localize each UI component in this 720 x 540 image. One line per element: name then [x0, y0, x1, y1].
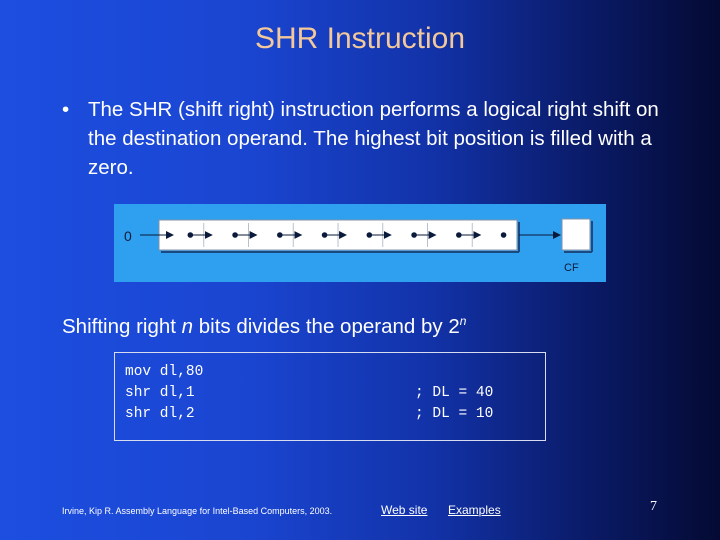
carry-flag-label: CF: [564, 262, 579, 274]
shift-diagram-svg: [114, 204, 606, 282]
code-example-box: [114, 352, 546, 441]
shift-right-diagram: [114, 204, 606, 282]
bullet-marker: •: [62, 98, 70, 121]
shift-divides-statement: [62, 314, 466, 339]
shift-text-main: Shifting right: [62, 315, 182, 338]
bullet-text: The SHR (shift right) instruction performs a logical right shift on the destination operand. The highest bit position is filled with a zero.: [88, 98, 659, 179]
code-line-3: shr dl,2: [125, 406, 195, 422]
carry-flag-box: [562, 219, 590, 250]
footer-citation: Irvine, Kip R. Assembly Language for Intel-Based Computers, 2003.: [62, 506, 333, 516]
shift-text-var: n: [181, 315, 194, 338]
code-comment-2: ; DL = 40: [415, 385, 494, 401]
page-number: 7: [650, 499, 657, 514]
code-line-1: mov dl,80: [125, 364, 204, 380]
shift-text-exponent: n: [459, 314, 467, 328]
bit-dot: [501, 232, 507, 238]
code-line-2: shr dl,1: [125, 385, 195, 401]
bullet-item: [62, 95, 688, 182]
shift-text-rest: bits divides the operand by 2: [193, 315, 460, 338]
website-link[interactable]: Web site: [381, 503, 428, 517]
register-bits: [140, 220, 519, 252]
examples-link[interactable]: Examples: [448, 503, 501, 517]
zero-input-label: 0: [124, 228, 132, 244]
code-comment-3: ; DL = 10: [415, 406, 494, 422]
slide-title: SHR Instruction: [254, 22, 466, 55]
